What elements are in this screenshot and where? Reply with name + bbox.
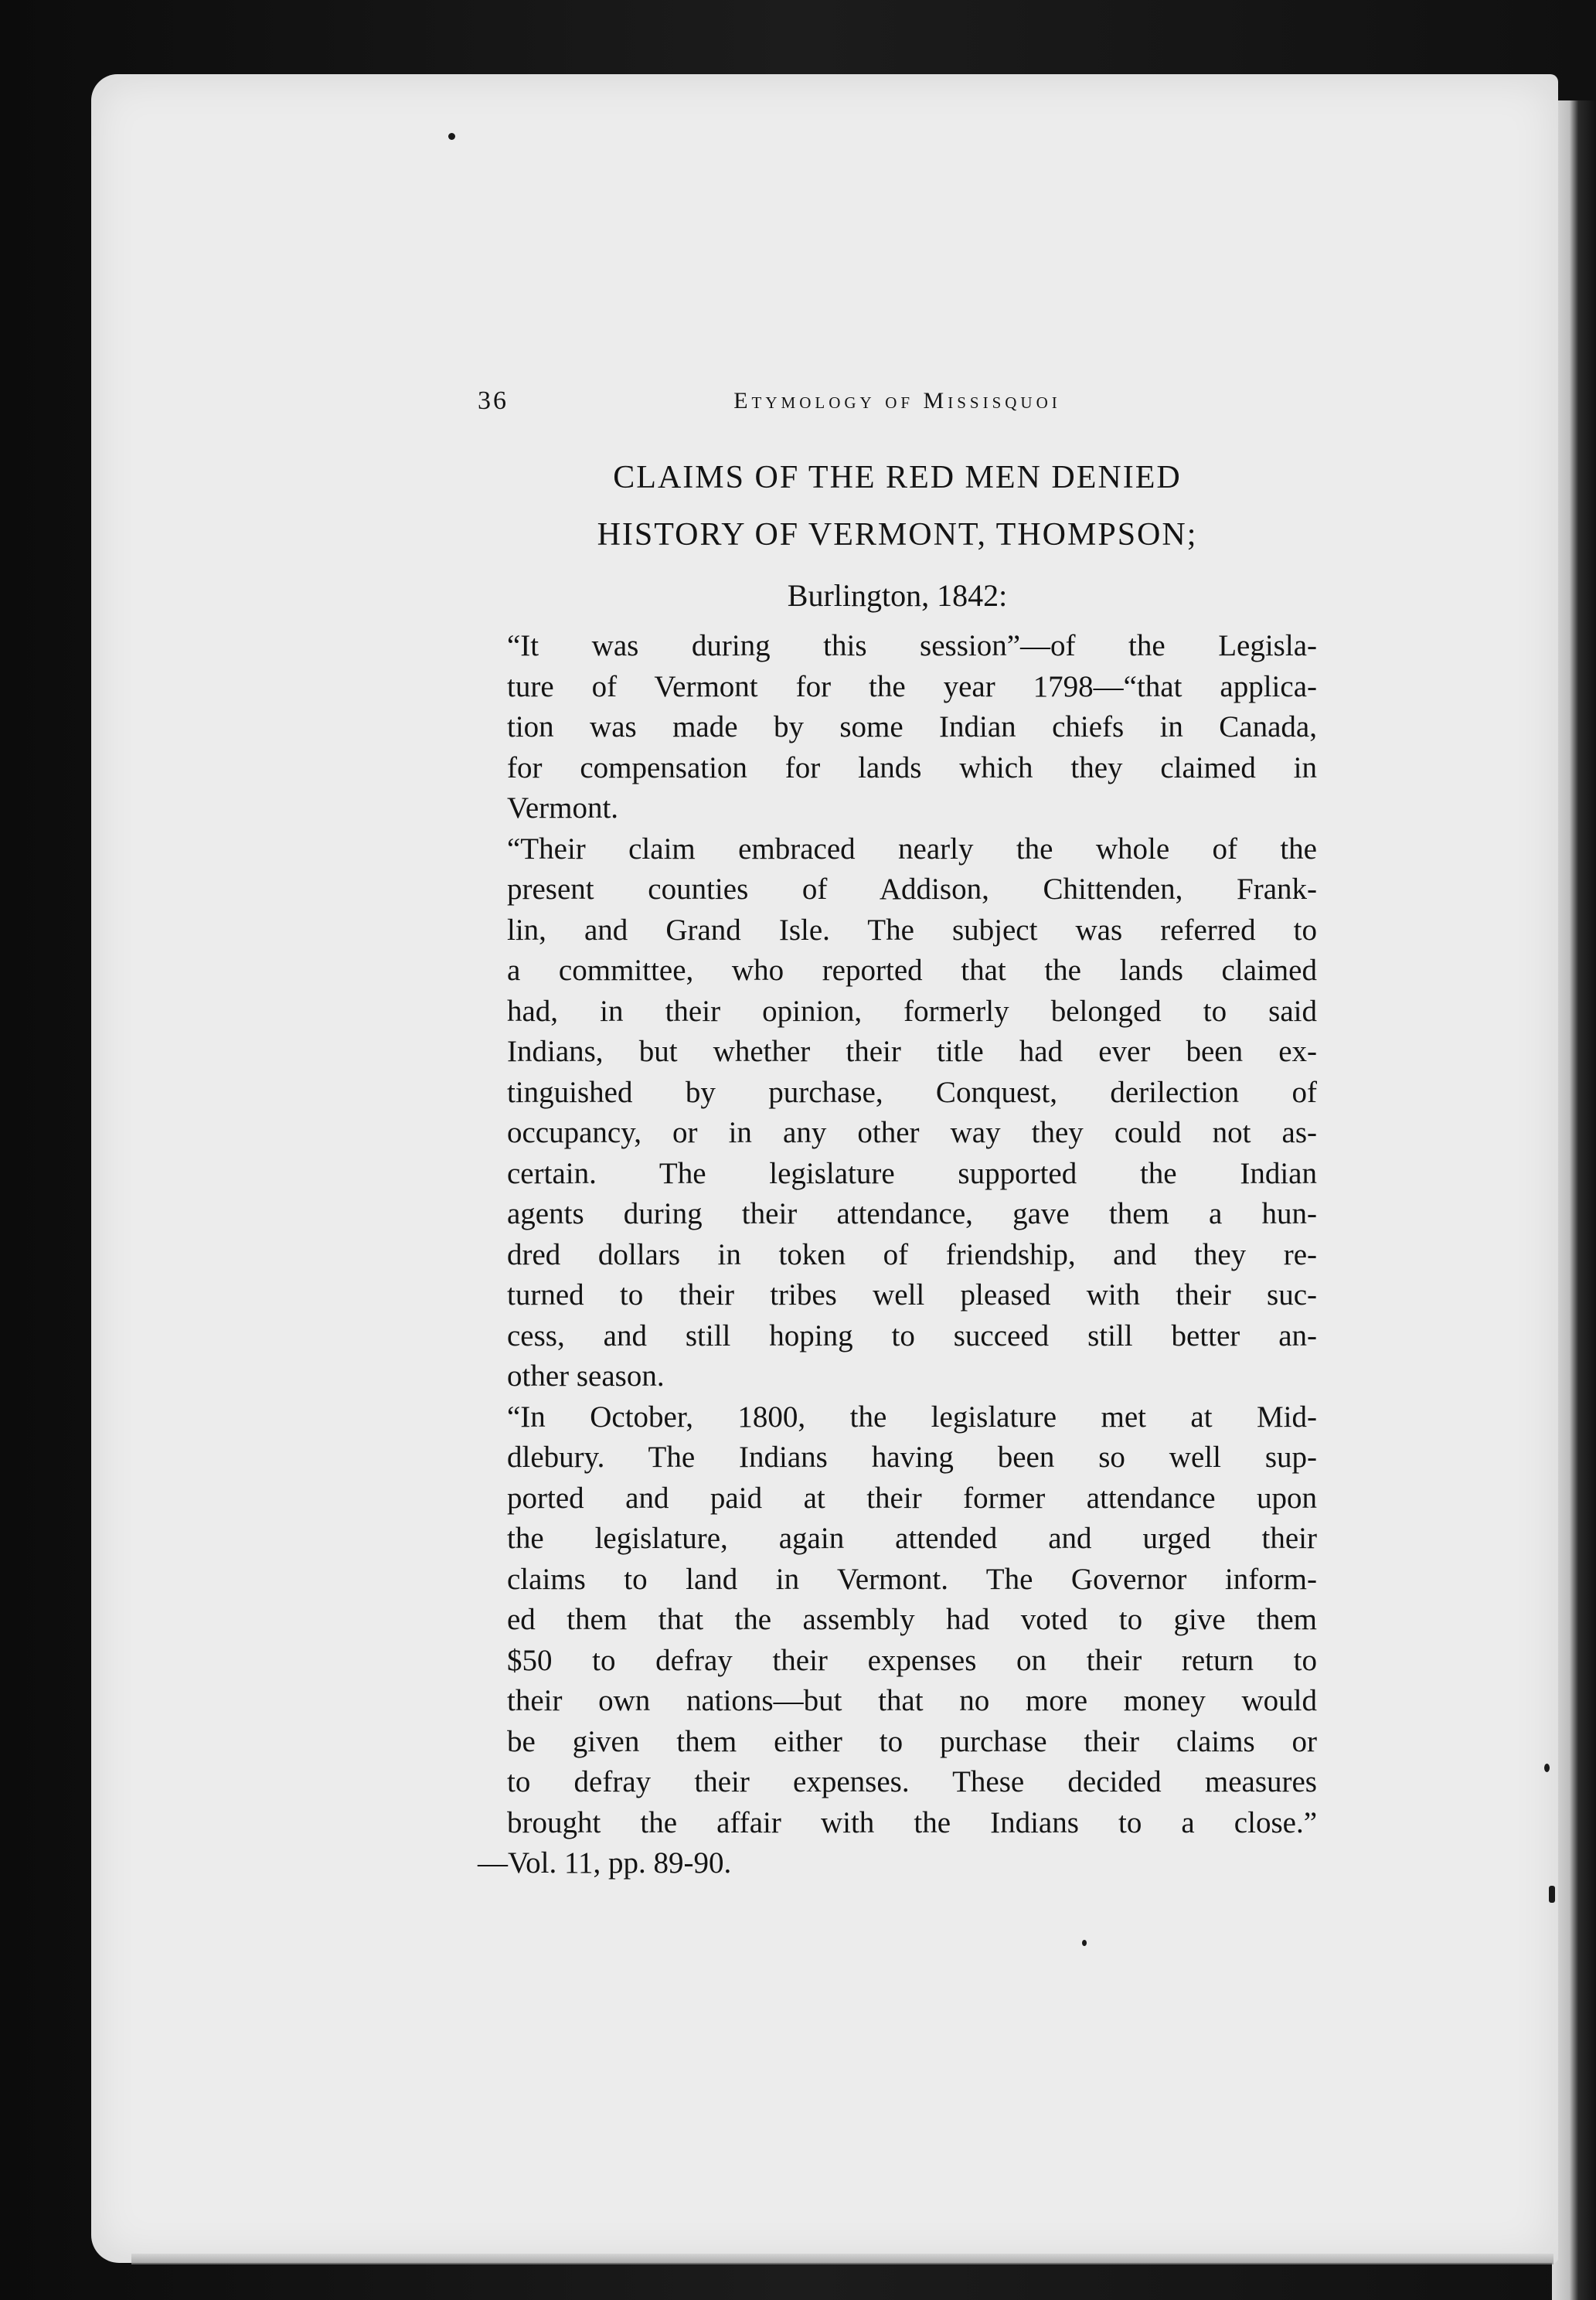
text-line: tinguished by purchase, Conquest, derilection of [507, 1075, 1317, 1109]
citation-line: —Vol. 11, pp. 89-90. [478, 1846, 732, 1880]
text-line: $50 to defray their expenses on their return to [507, 1643, 1317, 1677]
text-line: “It was during this session”—of the Legisla- [507, 629, 1317, 662]
text-line: be given them either to purchase their claims or [507, 1724, 1317, 1758]
text-line: present counties of Addison, Chittenden, Frank- [507, 873, 1317, 906]
text-line: to defray their expenses. These decided measures [507, 1765, 1317, 1798]
scan-speck [448, 133, 455, 140]
text-line: ed them that the assembly had voted to give them [507, 1603, 1317, 1636]
text-line: for compensation for lands which they claimed in [507, 750, 1317, 784]
scan-speck [1082, 1940, 1087, 1946]
text-line: lin, and Grand Isle. The subject was referred to [507, 913, 1317, 947]
text-line: the legislature, again attended and urged their [507, 1522, 1317, 1555]
text-line: occupancy, or in any other way they could not as- [507, 1116, 1317, 1149]
text-line: “In October, 1800, the legislature met at Mid- [507, 1400, 1317, 1434]
text-line: had, in their opinion, formerly belonged to said [507, 994, 1317, 1028]
place-date: Burlington, 1842: [787, 578, 1008, 613]
text-line: ported and paid at their former attendance upon [507, 1481, 1317, 1515]
text-line: cess, and still hoping to succeed still better an- [507, 1318, 1317, 1352]
scan-speck [1549, 1886, 1555, 1903]
scan-speck [1544, 1764, 1550, 1772]
text-line: “Their claim embraced nearly the whole of the [507, 832, 1317, 866]
running-title: Etymology of Missisquoi [733, 388, 1061, 413]
text-line: ture of Vermont for the year 1798—“that applica- [507, 669, 1317, 703]
body-text [478, 626, 1317, 1884]
text-line: claims to land in Vermont. The Governor inform- [507, 1562, 1317, 1596]
text-line: certain. The legislature supported the Indian [507, 1156, 1317, 1190]
text-line: agents during their attendance, gave them a hun- [507, 1197, 1317, 1230]
page-bottom-edge [131, 2254, 1553, 2264]
paragraph-2 [478, 829, 1317, 1397]
page-number: 36 [478, 386, 509, 415]
source-heading: HISTORY OF VERMONT, THOMPSON; [597, 517, 1198, 553]
text-line: turned to their tribes well pleased with their suc- [507, 1278, 1317, 1312]
text-line: dlebury. The Indians having been so well sup- [507, 1441, 1317, 1474]
text-line: their own nations—but that no more money would [507, 1684, 1317, 1717]
page-right-edge [1552, 100, 1596, 2300]
text-line: a committee, who reported that the lands claimed [507, 954, 1317, 987]
running-head [478, 386, 1317, 430]
text-line: dred dollars in token of friendship, and they re- [507, 1237, 1317, 1271]
text-line: tion was made by some Indian chiefs in Canada, [507, 710, 1317, 743]
text-line: brought the affair with the Indians to a close.” [507, 1805, 1317, 1839]
section-heading: CLAIMS OF THE RED MEN DENIED [613, 460, 1182, 495]
text-line: Vermont. [507, 791, 619, 825]
page-content [478, 386, 1317, 1884]
text-line: other season. [507, 1359, 665, 1393]
paragraph-1 [478, 626, 1317, 829]
text-line: Indians, but whether their title had ever been ex- [507, 1035, 1317, 1068]
paragraph-3 [478, 1397, 1317, 1884]
